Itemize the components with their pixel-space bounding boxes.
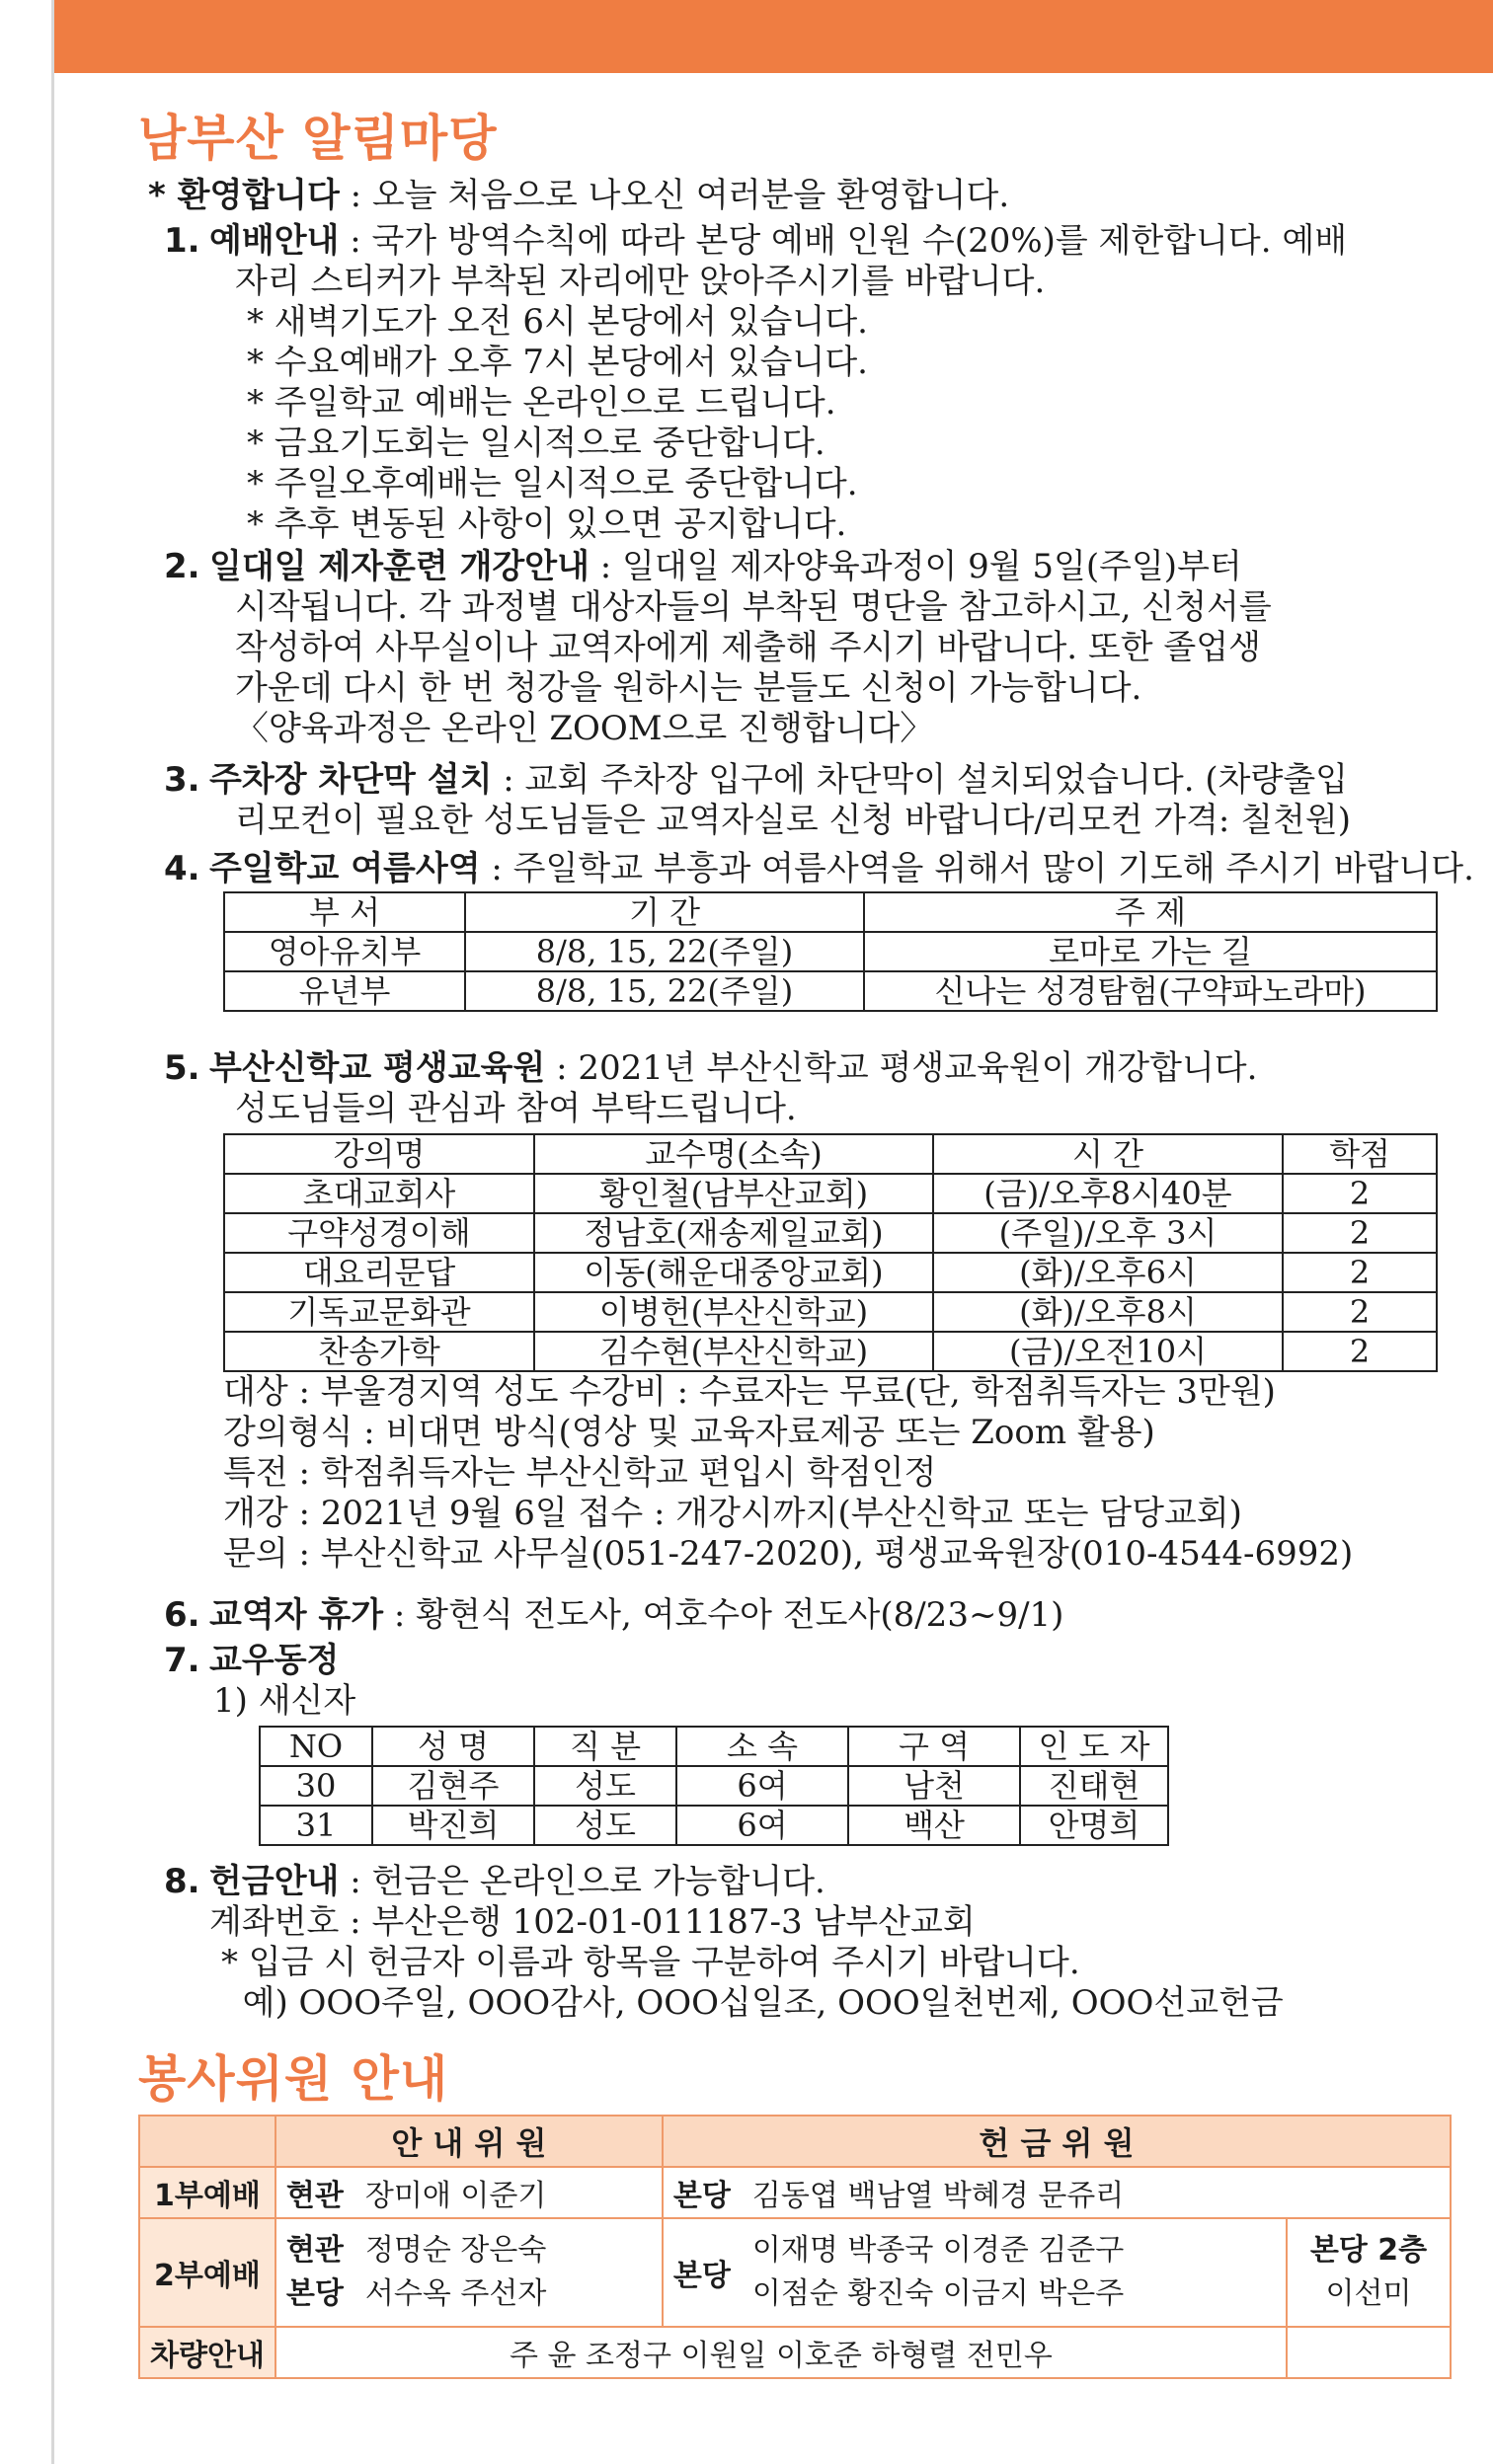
extra-cell	[1287, 2218, 1451, 2327]
item-text: : 주일학교 부흥과 여름사역을 위해서 많이 기도해 주시기 바랍니다.	[480, 849, 1474, 888]
table-cell: 신나는 성경탐험(구약파노라마)	[864, 971, 1437, 1011]
table-header: 학점	[1283, 1134, 1437, 1174]
table-cell: 김현주	[372, 1766, 534, 1806]
table-row	[224, 932, 1437, 971]
page-title: 남부산 알림마당	[138, 110, 498, 167]
table-header: 교수명(소속)	[534, 1134, 933, 1174]
notice-item-4	[164, 849, 1474, 1012]
table-cell: 8/8, 15, 22(주일)	[465, 971, 864, 1011]
table-cell: 구약성경이해	[224, 1213, 534, 1253]
table-cell: 대요리문답	[224, 1253, 534, 1292]
table-header: 기 간	[465, 892, 864, 932]
item-number: 2.	[164, 547, 200, 586]
item-text: : 일대일 제자양육과정이 9월 5일(주일)부터	[589, 547, 1242, 586]
item-text: 계좌번호 : 부산은행 102-01-011187-3 남부산교회	[209, 1902, 976, 1942]
summer-ministry-table	[223, 891, 1438, 1012]
item-title: 부산신학교 평생교육원	[209, 1048, 546, 1088]
table-cell: 6여	[676, 1766, 848, 1806]
note-line: 특전 : 학점취득자는 부산신학교 편입시 학점인정	[223, 1453, 937, 1493]
item-text: 시작됩니다. 각 과정별 대상자들의 부착된 명단을 참고하시고, 신청서를	[235, 587, 1272, 627]
table-row	[224, 1332, 1437, 1371]
table-row	[224, 971, 1437, 1011]
item-title: 주차장 차단막 설치	[209, 760, 493, 800]
item-text: : 국가 방역수칙에 따라 본당 예배 인원 수(20%)를 제한합니다. 예배	[339, 221, 1348, 261]
notice-item-8	[164, 1862, 1284, 2024]
usher-cell	[275, 2218, 663, 2327]
table-row	[260, 1806, 1168, 1845]
bullet-line: * 주일학교 예배는 온라인으로 드립니다.	[247, 383, 836, 423]
table-cell: 백산	[848, 1806, 1020, 1845]
location-label: 본당	[672, 2259, 731, 2293]
welcome-line	[148, 176, 1009, 216]
bullet-line: 예) OOO주일, OOO감사, OOO십일조, OOO일천번제, OOO선교헌금	[221, 1983, 1284, 2023]
item-text: : 황현식 전도사, 여호수아 전도사(8/23~9/1)	[383, 1595, 1064, 1635]
table-cell: 2	[1283, 1213, 1437, 1253]
bullet-line: * 금요기도회는 일시적으로 중단합니다.	[247, 424, 825, 463]
bullet-line: * 입금 시 헌금자 이름과 항목을 구분하여 주시기 바랍니다.	[221, 1943, 1080, 1982]
new-member-table	[259, 1726, 1169, 1846]
item-number: 6.	[164, 1595, 200, 1635]
bullet-line: * 주일오후예배는 일시적으로 중단합니다.	[247, 464, 858, 503]
item-text: 〈양육과정은 온라인 ZOOM으로 진행합니다〉	[235, 709, 934, 748]
item-text: 성도님들의 관심과 참여 부탁드립니다.	[235, 1089, 797, 1128]
table-row	[260, 1766, 1168, 1806]
table-header: 소 속	[676, 1727, 848, 1766]
note-line: 개강 : 2021년 9월 6일 접수 : 개강시까지(부산신학교 또는 담당교회)	[223, 1494, 1242, 1533]
offering-header: 헌 금 위 원	[663, 2116, 1451, 2167]
item-text: 가운데 다시 한 번 청강을 원하시는 분들도 신청이 가능합니다.	[235, 668, 1142, 708]
table-cell: 2	[1283, 1292, 1437, 1332]
table-cell: 박진희	[372, 1806, 534, 1845]
location-label: 현관	[285, 2179, 344, 2213]
names: 김동엽 백남열 박혜경 문쥬리	[751, 2179, 1125, 2213]
table-cell: (주일)/오후 3시	[933, 1213, 1283, 1253]
welcome-label: * 환영합니다	[148, 176, 340, 215]
table-cell: (금)/오후8시40분	[933, 1174, 1283, 1213]
item-number: 5.	[164, 1048, 200, 1088]
table-row	[139, 2327, 1451, 2378]
table-header: 구 역	[848, 1727, 1020, 1766]
table-header: 강의명	[224, 1134, 534, 1174]
item-title: 헌금안내	[209, 1862, 340, 1901]
table-cell: 30	[260, 1766, 372, 1806]
item-number: 3.	[164, 760, 200, 800]
names: 서수옥 주선자	[364, 2276, 547, 2311]
usher-cell	[275, 2167, 663, 2218]
table-header: NO	[260, 1727, 372, 1766]
table-cell: (화)/오후6시	[933, 1253, 1283, 1292]
table-row	[224, 1253, 1437, 1292]
page-edge	[51, 0, 54, 2464]
table-cell: 성도	[534, 1766, 676, 1806]
table-cell: 이병헌(부산신학교)	[534, 1292, 933, 1332]
table-header: 성 명	[372, 1727, 534, 1766]
table-cell: 기독교문화관	[224, 1292, 534, 1332]
table-cell: 2	[1283, 1174, 1437, 1213]
names: 이선미	[1325, 2276, 1412, 2311]
item-title: 교역자 휴가	[209, 1595, 384, 1635]
table-cell: (금)/오전10시	[933, 1332, 1283, 1371]
table-cell: 안명희	[1020, 1806, 1168, 1845]
table-cell: 영아유치부	[224, 932, 465, 971]
table-row	[224, 1213, 1437, 1253]
bullet-line: * 수요예배가 오후 7시 본당에서 있습니다.	[247, 343, 868, 382]
service-table	[138, 2115, 1452, 2379]
table-cell: (화)/오후8시	[933, 1292, 1283, 1332]
item-text: 작성하여 사무실이나 교역자에게 제출해 주시기 바랍니다. 또한 졸업생	[235, 628, 1261, 667]
table-header: 시 간	[933, 1134, 1283, 1174]
item-text: : 2021년 부산신학교 평생교육원이 개강합니다.	[545, 1048, 1258, 1088]
item-title: 교우동정	[209, 1641, 340, 1680]
names: 장미애 이준기	[364, 2179, 547, 2213]
notice-item-1	[164, 221, 1347, 545]
table-cell: 8/8, 15, 22(주일)	[465, 932, 864, 971]
offering-cell	[663, 2218, 1287, 2327]
table-row	[224, 1174, 1437, 1213]
table-cell: 찬송가학	[224, 1332, 534, 1371]
lecture-table	[223, 1133, 1438, 1372]
table-row	[139, 2167, 1451, 2218]
table-cell: 이동(해운대중앙교회)	[534, 1253, 933, 1292]
sub-heading: 1) 새신자	[213, 1681, 356, 1721]
item-number: 1.	[164, 221, 200, 261]
names: 이재명 박종국 이경준 김준구	[751, 2233, 1125, 2268]
bullet-line: * 새벽기도가 오전 6시 본당에서 있습니다.	[247, 302, 868, 342]
notice-item-7	[164, 1641, 1169, 1846]
location-label: 본당	[672, 2179, 731, 2213]
item-text: : 헌금은 온라인으로 가능합니다.	[339, 1862, 825, 1901]
service-title: 봉사위원 안내	[138, 2050, 449, 2108]
table-cell: 6여	[676, 1806, 848, 1845]
row-label: 차량안내	[139, 2327, 275, 2378]
table-cell: 김수현(부산신학교)	[534, 1332, 933, 1371]
item-title: 예배안내	[209, 221, 340, 261]
item-number: 8.	[164, 1862, 200, 1901]
note-line: 강의형식 : 비대면 방식(영상 및 교육자료제공 또는 Zoom 활용)	[223, 1413, 1155, 1452]
table-cell: 유년부	[224, 971, 465, 1011]
item-number: 7.	[164, 1641, 200, 1680]
table-cell: 2	[1283, 1332, 1437, 1371]
driver-names: 주 윤 조정구 이원일 이호준 하형렬 전민우	[275, 2327, 1287, 2378]
item-title: 주일학교 여름사역	[209, 849, 481, 888]
note-line: 문의 : 부산신학교 사무실(051-247-2020), 평생교육원장(010-4544-6992)	[223, 1534, 1354, 1574]
item-number: 4.	[164, 849, 200, 888]
table-header: 직 분	[534, 1727, 676, 1766]
location-label: 본당 2층	[1309, 2233, 1428, 2268]
table-header: 부 서	[224, 892, 465, 932]
empty-cell	[1287, 2327, 1451, 2378]
usher-header: 안 내 위 원	[275, 2116, 663, 2167]
item-text: 자리 스티커가 부착된 자리에만 앉아주시기를 바랍니다.	[235, 262, 1046, 301]
top-accent-bar	[54, 0, 1493, 73]
location-label: 현관	[285, 2233, 344, 2268]
table-cell: 성도	[534, 1806, 676, 1845]
table-cell: 초대교회사	[224, 1174, 534, 1213]
table-cell: 31	[260, 1806, 372, 1845]
location-label: 본당	[285, 2276, 344, 2311]
row-label: 2부예배	[139, 2218, 275, 2327]
table-cell: 남천	[848, 1766, 1020, 1806]
table-header: 주 제	[864, 892, 1437, 932]
table-cell: 로마로 가는 길	[864, 932, 1437, 971]
notice-item-3	[164, 760, 1351, 841]
table-cell: 황인철(남부산교회)	[534, 1174, 933, 1213]
item-text: 리모컨이 필요한 성도님들은 교역자실로 신청 바랍니다/리모컨 가격: 칠천원)	[235, 801, 1351, 840]
note-line: 대상 : 부울경지역 성도 수강비 : 수료자는 무료(단, 학점취득자는 3만원)	[223, 1372, 1276, 1412]
offering-cell	[663, 2167, 1451, 2218]
item-title: 일대일 제자훈련 개강안내	[209, 547, 589, 586]
notice-item-2	[164, 547, 1272, 749]
corner-cell	[139, 2116, 275, 2167]
item-text: : 교회 주차장 입구에 차단막이 설치되었습니다. (차량출입	[492, 760, 1349, 800]
bullet-line: * 추후 변동된 사항이 있으면 공지합니다.	[247, 504, 847, 544]
names: 이점순 황진숙 이금지 박은주	[751, 2276, 1125, 2311]
table-row	[224, 1292, 1437, 1332]
table-cell: 정남호(재송제일교회)	[534, 1213, 933, 1253]
table-row	[139, 2218, 1451, 2327]
welcome-text: : 오늘 처음으로 나오신 여러분을 환영합니다.	[339, 176, 1010, 215]
table-cell: 2	[1283, 1253, 1437, 1292]
names: 정명순 장은숙	[364, 2233, 547, 2268]
notice-item-5	[164, 1048, 1438, 1575]
table-cell: 진태현	[1020, 1766, 1168, 1806]
table-header: 인 도 자	[1020, 1727, 1168, 1766]
row-label: 1부예배	[139, 2167, 275, 2218]
notice-item-6	[164, 1595, 1063, 1636]
